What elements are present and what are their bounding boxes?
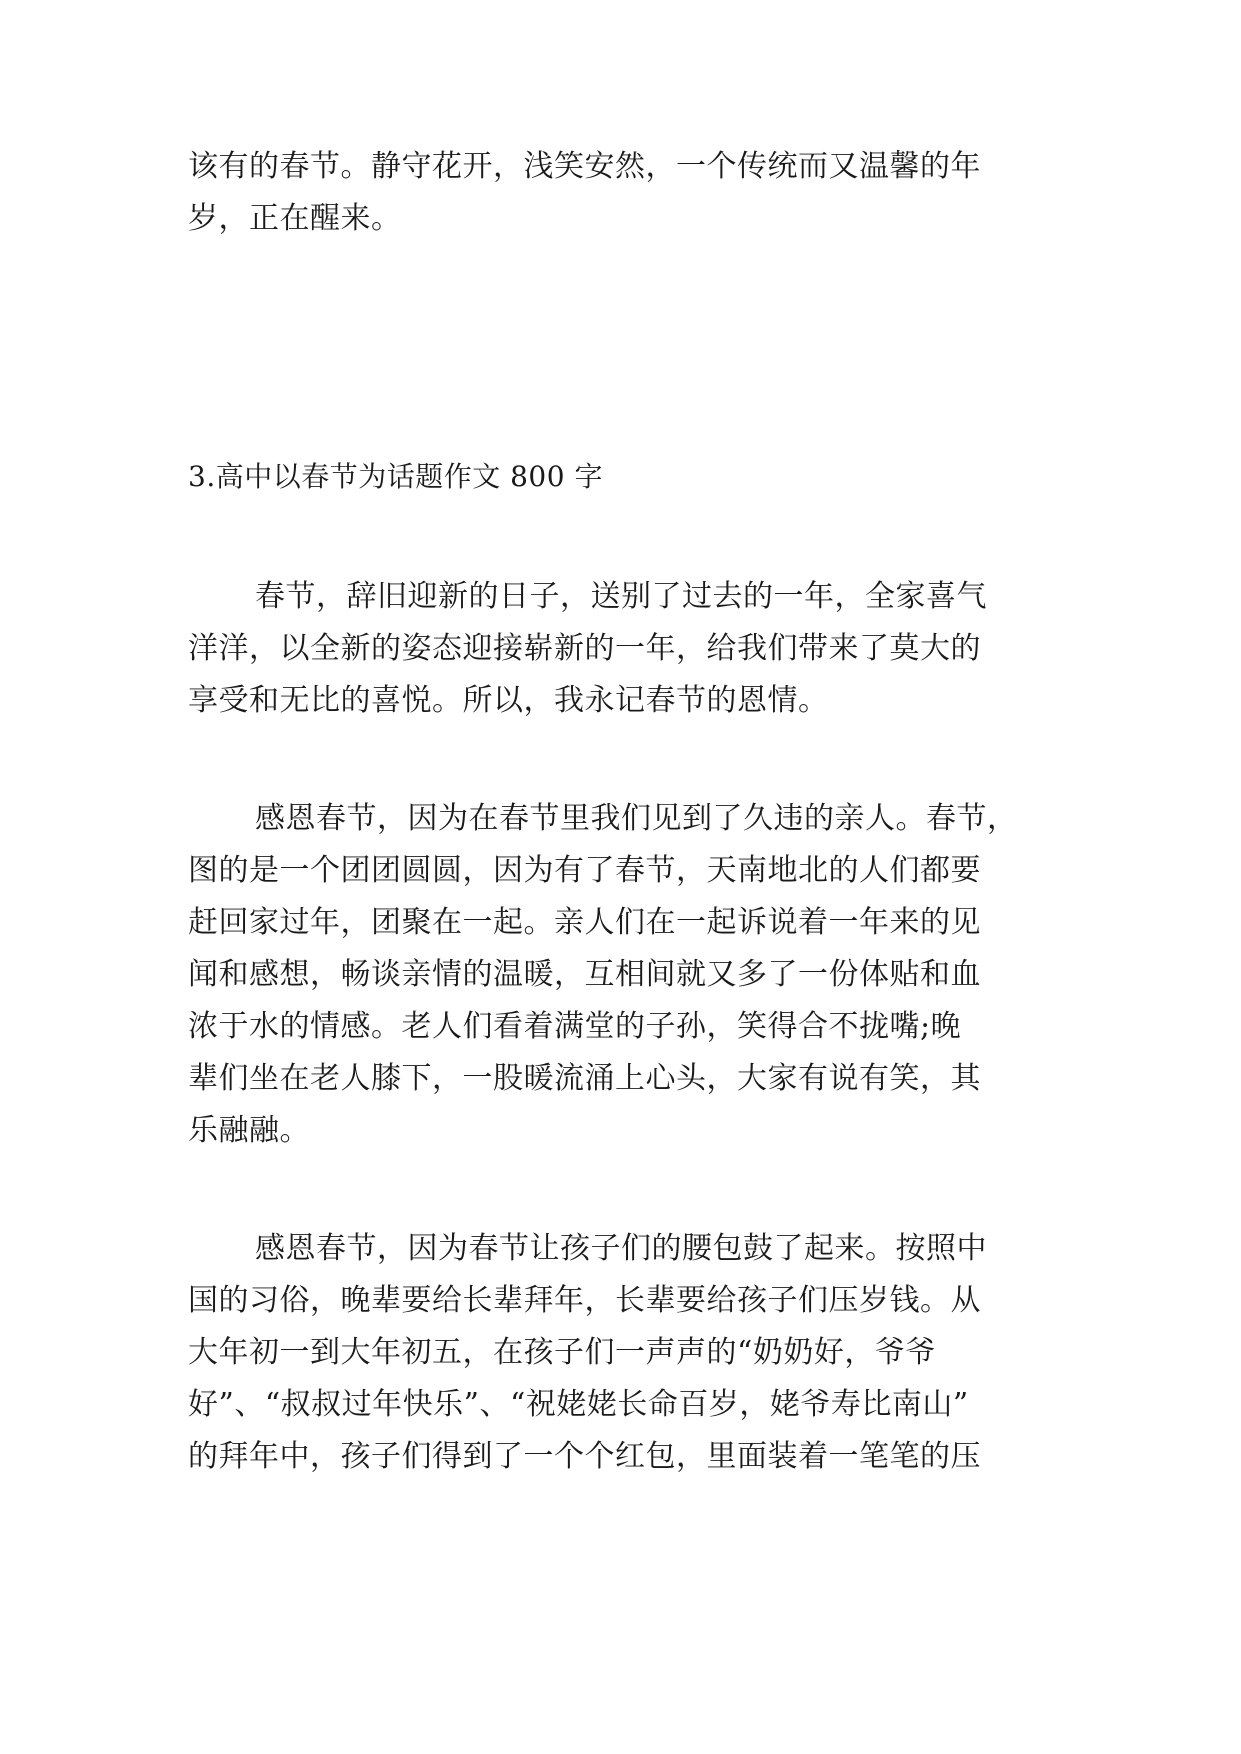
paragraph-line: 大年初一到大年初五，在孩子们一声声的“奶奶好，爷爷 [188,1335,936,1370]
paragraph-line: 好”、“叔叔过年快乐”、“祝姥姥长命百岁，姥爷寿比南山” [188,1387,969,1422]
paragraph-line: 乐融融。 [188,1113,310,1148]
paragraph-line: 洋洋，以全新的姿态迎接崭新的一年，给我们带来了莫大的 [188,631,981,666]
paragraph-line: 赶回家过年，团聚在一起。亲人们在一起诉说着一年来的见 [188,905,981,940]
paragraph-line: 辈们坐在老人膝下，一股暖流涌上心头，大家有说有笑，其 [188,1061,981,1096]
paragraph-line: 享受和无比的喜悦。所以，我永记春节的恩情。 [188,683,829,718]
paragraph-line: 闻和感想，畅谈亲情的温暖，互相间就又多了一份体贴和血 [188,957,981,992]
paragraph-line: 浓于水的情感。老人们看着满堂的子孙，笑得合不拢嘴;晚 [188,1009,962,1044]
paragraph-line: 的拜年中，孩子们得到了一个个红包，里面装着一笔笔的压 [188,1439,981,1474]
paragraph-line: 感恩春节，因为在春节里我们见到了久违的亲人。春节， [255,801,1018,836]
section-heading: 3.高中以春节为话题作文 800 字 [188,460,603,493]
paragraph-line: 感恩春节，因为春节让孩子们的腰包鼓了起来。按照中 [255,1231,987,1266]
paragraph-line: 国的习俗，晚辈要给长辈拜年，长辈要给孩子们压岁钱。从 [188,1283,981,1318]
paragraph-line: 春节，辞旧迎新的日子，送别了过去的一年，全家喜气 [255,579,987,614]
paragraph-line: 岁，正在醒来。 [188,201,402,236]
paragraph-line: 图的是一个团团圆圆，因为有了春节，天南地北的人们都要 [188,853,981,888]
paragraph-line: 该有的春节。静守花开，浅笑安然，一个传统而又温馨的年 [188,149,981,184]
